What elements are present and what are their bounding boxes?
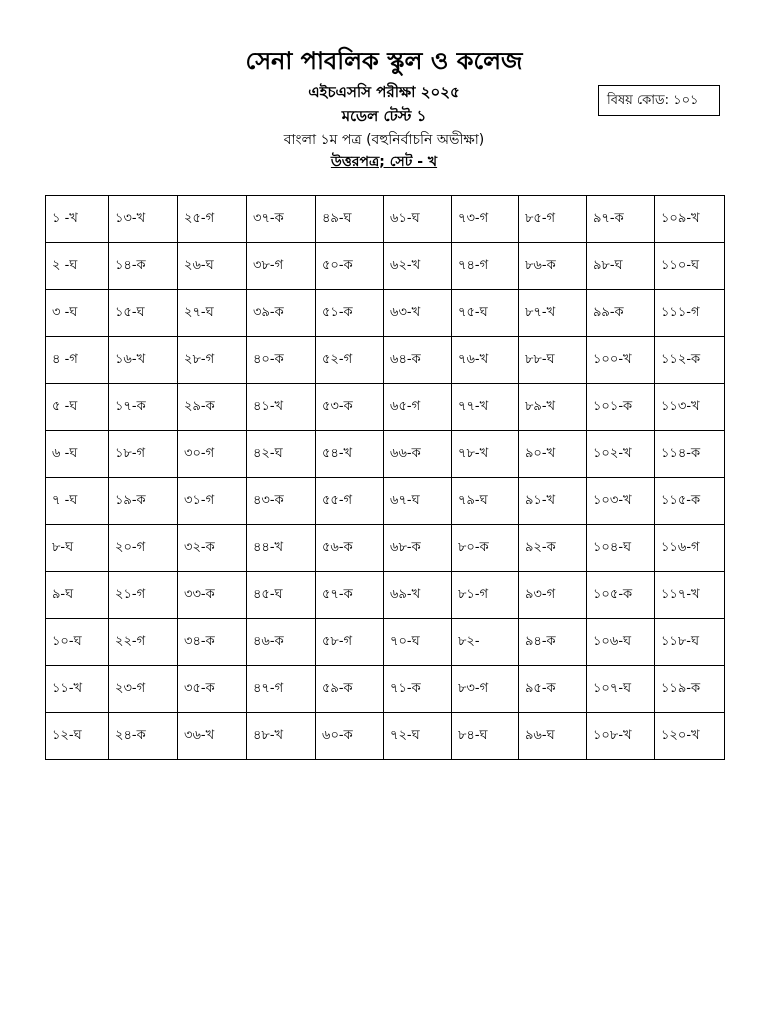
answer-cell: ৪৩-ক (247, 478, 316, 525)
answer-key-table (45, 195, 725, 760)
answer-cell: ৯৪-ক (519, 619, 587, 666)
table-row (46, 525, 725, 572)
answer-cell: ১০৯-খ (655, 196, 725, 243)
answer-cell: ৯০-খ (519, 431, 587, 478)
table-row (46, 572, 725, 619)
answer-cell: ১১৫-ক (655, 478, 725, 525)
answer-cell: ৯৫-ক (519, 666, 587, 713)
answer-sheet-set-text: উত্তরপত্র; সেট - খ (330, 154, 438, 170)
answer-cell: ১৬-খ (109, 337, 178, 384)
answer-cell: ৭০-ঘ (384, 619, 452, 666)
answer-cell: ২৪-ক (109, 713, 178, 760)
answer-cell: ৯৮-ঘ (587, 243, 655, 290)
subject-code-box: বিষয় কোড: ১০১ (598, 85, 720, 116)
answer-cell: ২৬-ঘ (178, 243, 247, 290)
answer-cell: ৫১-ক (316, 290, 384, 337)
answer-cell: ১ -খ (46, 196, 109, 243)
answer-cell: ৬৩-খ (384, 290, 452, 337)
answer-cell: ১০২-খ (587, 431, 655, 478)
answer-cell: ৬১-ঘ (384, 196, 452, 243)
answer-cell: ৬৭-ঘ (384, 478, 452, 525)
answer-cell: ১০-ঘ (46, 619, 109, 666)
answer-cell: ৪০-ক (247, 337, 316, 384)
answer-cell: ১০৮-খ (587, 713, 655, 760)
answer-cell: ২৭-ঘ (178, 290, 247, 337)
answer-cell: ৫৪-খ (316, 431, 384, 478)
answer-cell: ৬৫-গ (384, 384, 452, 431)
answer-sheet-set-label (0, 150, 768, 174)
answer-cell: ৮১-গ (452, 572, 519, 619)
answer-cell: ৪২-ঘ (247, 431, 316, 478)
answer-cell: ৭১-ক (384, 666, 452, 713)
table-row (46, 666, 725, 713)
answer-cell: ৬৪-ক (384, 337, 452, 384)
answer-cell: ৯১-খ (519, 478, 587, 525)
answer-cell: ১০৭-ঘ (587, 666, 655, 713)
answer-cell: ৪৫-ঘ (247, 572, 316, 619)
answer-cell: ৫ -ঘ (46, 384, 109, 431)
answer-cell: ৭ -ঘ (46, 478, 109, 525)
answer-cell: ৫৯-ক (316, 666, 384, 713)
answer-cell: ৯৭-ক (587, 196, 655, 243)
answer-cell: ১০৬-ঘ (587, 619, 655, 666)
answer-cell: ৪ -গ (46, 337, 109, 384)
table-row (46, 243, 725, 290)
answer-cell: ১১৩-খ (655, 384, 725, 431)
answer-cell: ৩৬-খ (178, 713, 247, 760)
answer-cell: ১১৮-ঘ (655, 619, 725, 666)
answer-cell: ৪৭-গ (247, 666, 316, 713)
answer-cell: ৮-ঘ (46, 525, 109, 572)
answer-cell: ৪৪-খ (247, 525, 316, 572)
answer-cell: ৪৯-ঘ (316, 196, 384, 243)
answer-cell: ৬০-ক (316, 713, 384, 760)
school-name: সেনা পাবলিক স্কুল ও কলেজ (245, 47, 523, 75)
answer-cell: ৬ -ঘ (46, 431, 109, 478)
answer-cell: ২১-গ (109, 572, 178, 619)
answer-cell: ১০৩-খ (587, 478, 655, 525)
answer-cell: ২৮-গ (178, 337, 247, 384)
answer-cell: ৮৬-ক (519, 243, 587, 290)
answer-cell: ৯-ঘ (46, 572, 109, 619)
answer-cell: ৫৬-ক (316, 525, 384, 572)
answer-cell: ৯৬-ঘ (519, 713, 587, 760)
answer-cell: ১৯-ক (109, 478, 178, 525)
answer-cell: ৪৬-ক (247, 619, 316, 666)
answer-cell: ১১-খ (46, 666, 109, 713)
answer-cell: ১১৭-খ (655, 572, 725, 619)
answer-cell: ৭৯-ঘ (452, 478, 519, 525)
answer-cell: ১১২-ক (655, 337, 725, 384)
answer-cell: ৭৭-খ (452, 384, 519, 431)
answer-cell: ৭২-ঘ (384, 713, 452, 760)
answer-cell: ৩২-ক (178, 525, 247, 572)
answer-cell: ৮৮-ঘ (519, 337, 587, 384)
answer-cell: ৭৫-ঘ (452, 290, 519, 337)
answer-cell: ২৯-ক (178, 384, 247, 431)
answer-cell: ৬৯-খ (384, 572, 452, 619)
answer-cell: ১৩-খ (109, 196, 178, 243)
answer-cell: ৭৪-গ (452, 243, 519, 290)
answer-cell: ৮৯-খ (519, 384, 587, 431)
table-row (46, 290, 725, 337)
answer-cell: ৭৩-গ (452, 196, 519, 243)
answer-cell: ১৪-ক (109, 243, 178, 290)
answer-cell: ৫৩-ক (316, 384, 384, 431)
answer-cell: ১৮-গ (109, 431, 178, 478)
answer-cell: ৩৮-গ (247, 243, 316, 290)
table-row (46, 478, 725, 525)
answer-cell: ৯৯-ক (587, 290, 655, 337)
table-row (46, 713, 725, 760)
answer-cell: ৫৮-গ (316, 619, 384, 666)
answer-cell: ২৫-গ (178, 196, 247, 243)
answer-cell: ২৩-গ (109, 666, 178, 713)
answer-cell: ২০-গ (109, 525, 178, 572)
answer-table-body (46, 196, 725, 760)
answer-cell: ১৭-ক (109, 384, 178, 431)
answer-cell: ৯৩-গ (519, 572, 587, 619)
answer-cell: ৩৫-ক (178, 666, 247, 713)
answer-cell: ৮৩-গ (452, 666, 519, 713)
test-name: মডেল টেস্ট ১ (341, 107, 427, 125)
answer-cell: ৪৮-খ (247, 713, 316, 760)
answer-cell: ১১১-গ (655, 290, 725, 337)
answer-cell: ১০৪-ঘ (587, 525, 655, 572)
answer-cell: ৮৫-গ (519, 196, 587, 243)
table-row (46, 196, 725, 243)
answer-cell: ২২-গ (109, 619, 178, 666)
table-row (46, 431, 725, 478)
answer-cell: ৮০-ক (452, 525, 519, 572)
answer-cell: ৩৯-ক (247, 290, 316, 337)
answer-cell: ১১৪-ক (655, 431, 725, 478)
answer-cell: ১০৫-ক (587, 572, 655, 619)
answer-cell: ১১৯-ক (655, 666, 725, 713)
answer-cell: ৩৭-ক (247, 196, 316, 243)
answer-cell: ৮২- (452, 619, 519, 666)
answer-cell: ৬২-খ (384, 243, 452, 290)
answer-cell: ৪১-খ (247, 384, 316, 431)
answer-cell: ১২০-খ (655, 713, 725, 760)
answer-cell: ১০১-ক (587, 384, 655, 431)
answer-cell: ৫৫-গ (316, 478, 384, 525)
answer-cell: ১১৬-গ (655, 525, 725, 572)
table-row (46, 619, 725, 666)
answer-cell: ৭৬-খ (452, 337, 519, 384)
answer-cell: ৯২-ক (519, 525, 587, 572)
answer-cell: ৬৮-ক (384, 525, 452, 572)
answer-cell: ৬৬-ক (384, 431, 452, 478)
answer-cell: ১২-ঘ (46, 713, 109, 760)
table-row (46, 337, 725, 384)
answer-cell: ৩১-গ (178, 478, 247, 525)
paper-name: বাংলা ১ম পত্র (বহুনির্বাচনি অভীক্ষা) (283, 132, 485, 148)
answer-cell: ১৫-ঘ (109, 290, 178, 337)
answer-cell: ৫২-গ (316, 337, 384, 384)
table-row (46, 384, 725, 431)
answer-cell: ৩৪-ক (178, 619, 247, 666)
answer-cell: ৩০-গ (178, 431, 247, 478)
answer-cell: ৮৭-খ (519, 290, 587, 337)
answer-cell: ১০০-খ (587, 337, 655, 384)
answer-cell: ৮৪-ঘ (452, 713, 519, 760)
answer-cell: ৩ -ঘ (46, 290, 109, 337)
answer-cell: ৭৮-খ (452, 431, 519, 478)
answer-cell: ৩৩-ক (178, 572, 247, 619)
answer-cell: ৫৭-ক (316, 572, 384, 619)
answer-cell: ১১০-ঘ (655, 243, 725, 290)
answer-cell: ২ -ঘ (46, 243, 109, 290)
exam-title: এইচএসসি পরীক্ষা ২০২৫ (308, 83, 460, 101)
answer-cell: ৫০-ক (316, 243, 384, 290)
